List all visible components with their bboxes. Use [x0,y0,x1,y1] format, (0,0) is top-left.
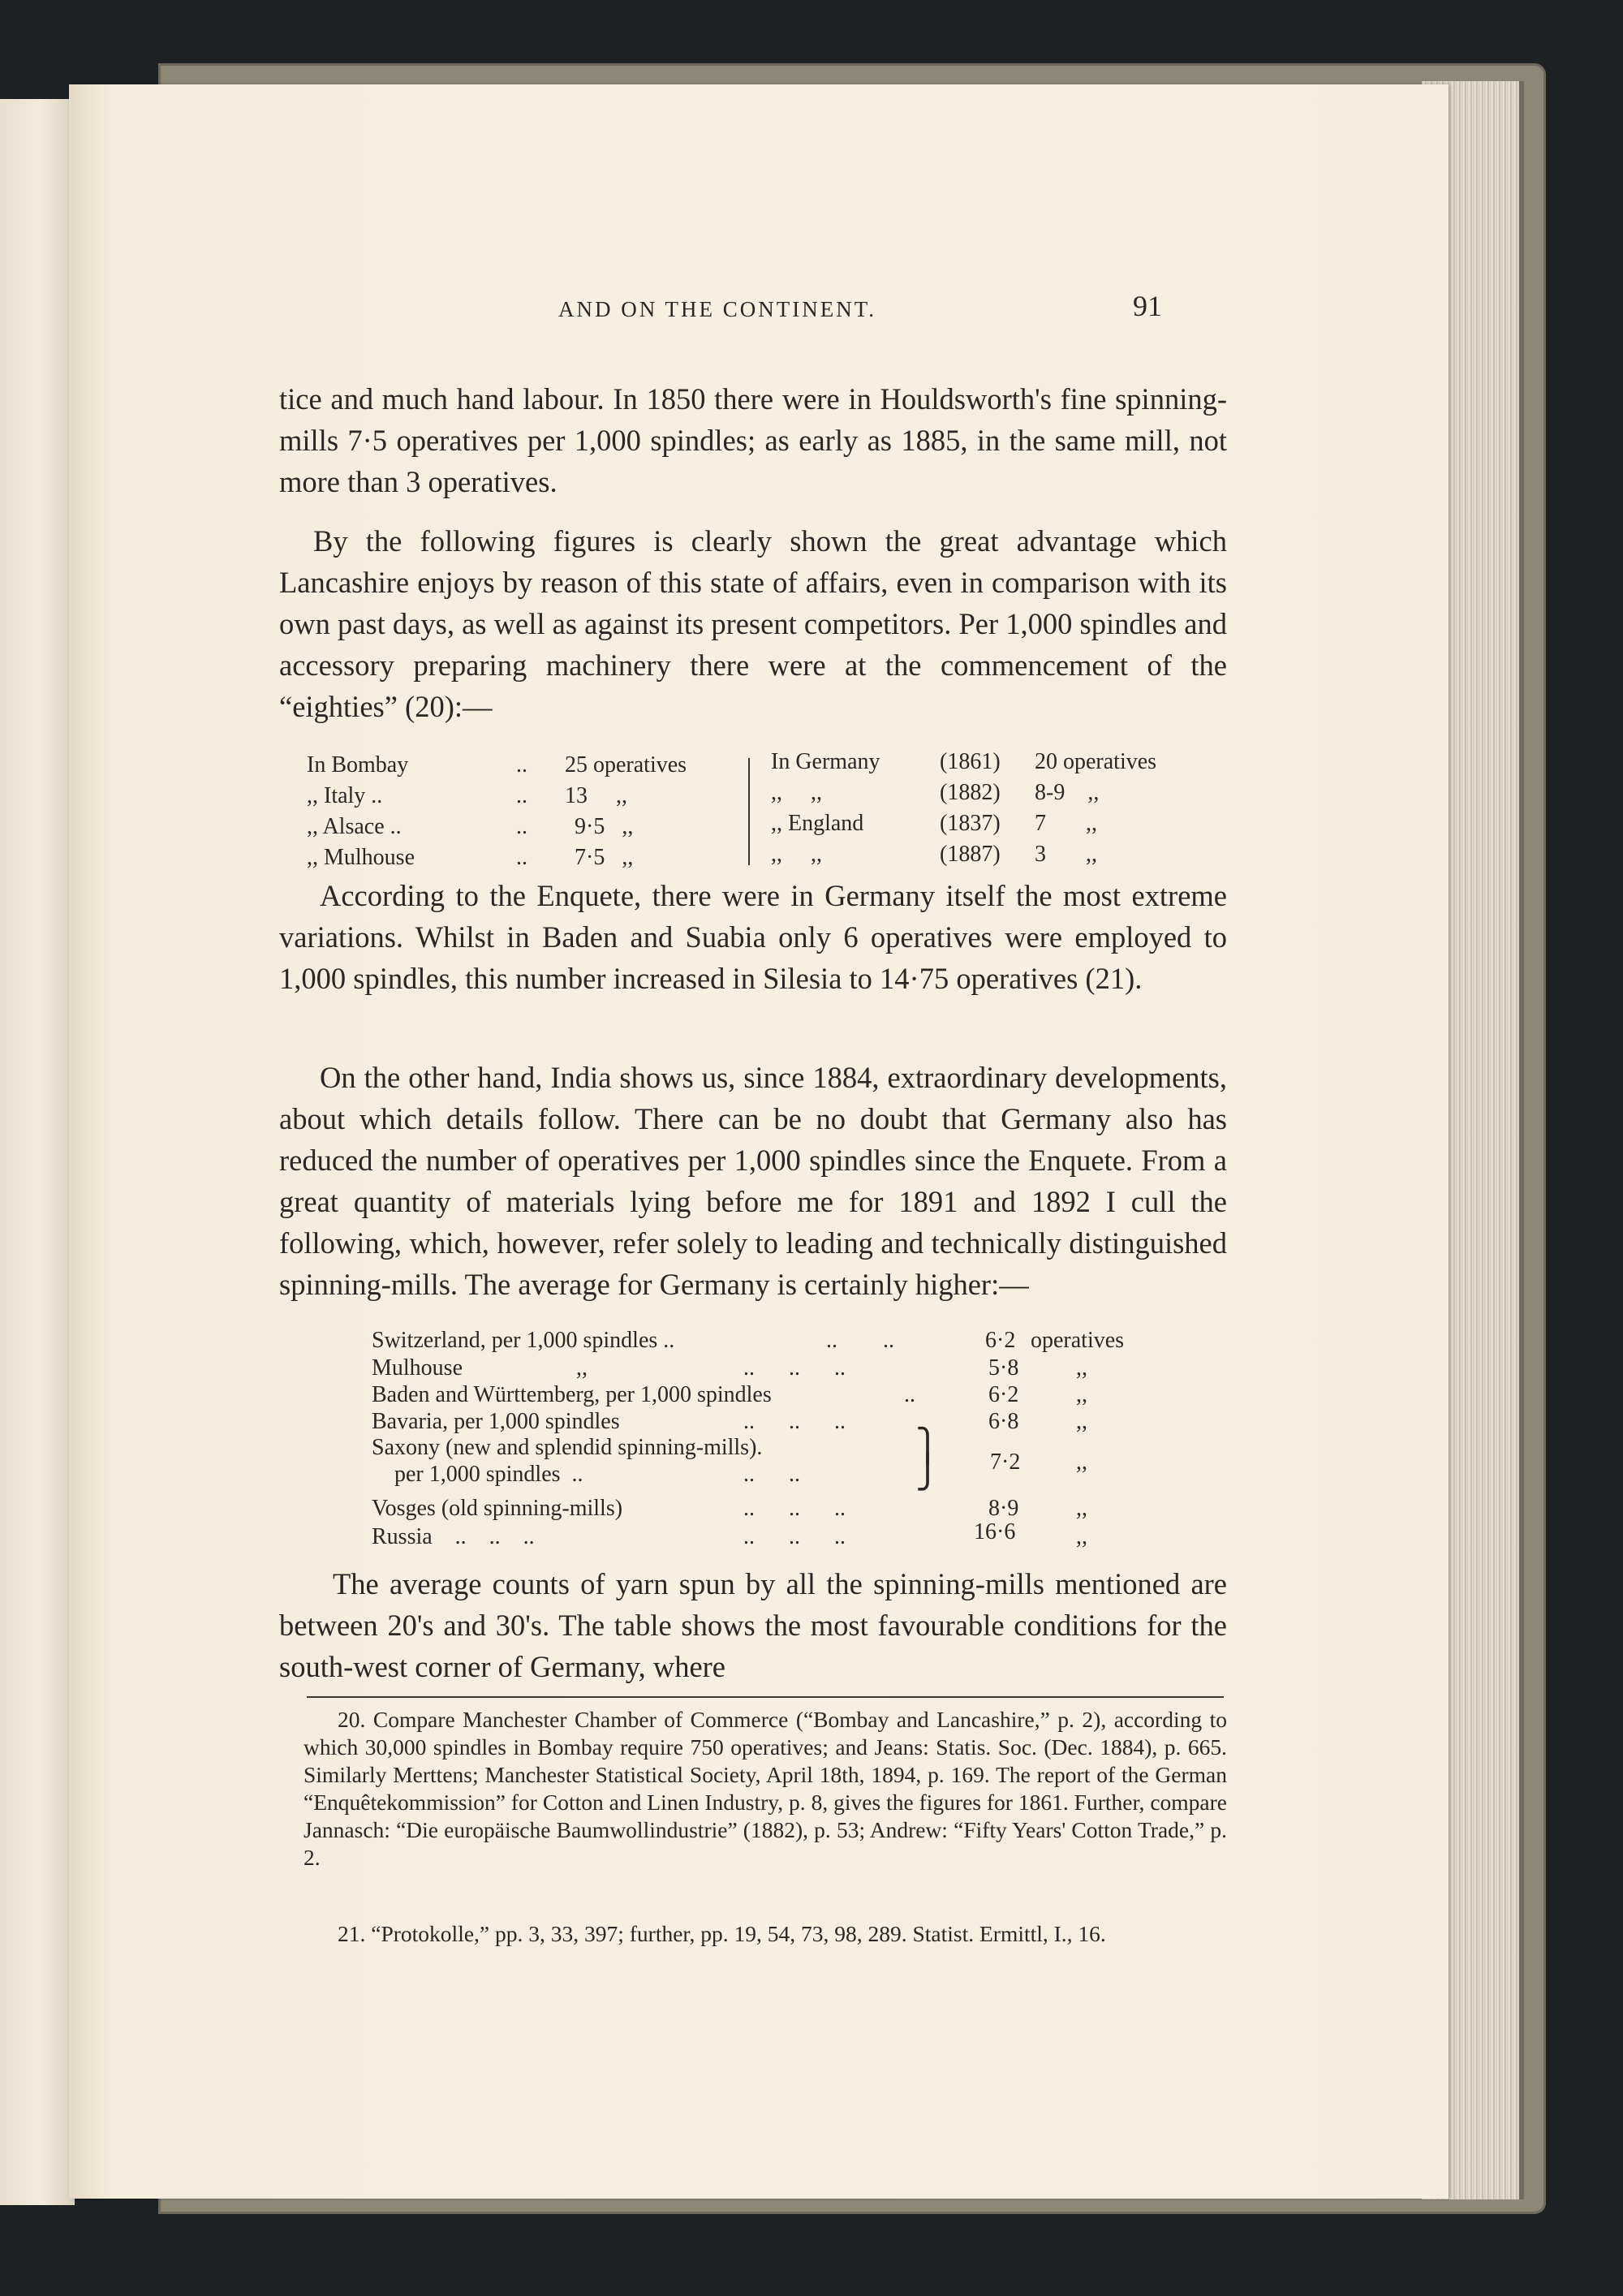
table-row [307,750,687,781]
year-cell: (1861) [940,749,1001,774]
leader-dots: .. .. .. [743,1409,846,1434]
row-unit: ,, [1076,1382,1087,1407]
place-cell: In Bombay [307,752,409,778]
value-cell: 13 ,, [565,783,627,808]
table-row [307,842,634,873]
place-cell: ,, Alsace .. [307,814,402,839]
row-label: Russia .. .. .. [372,1524,535,1549]
row-value: 8·9 [988,1496,1019,1521]
leader-dots: .. [516,752,527,778]
operatives-table-left [307,750,687,873]
table-row [771,747,1157,778]
row-unit: ,, [1076,1409,1087,1434]
value-cell: 7·5 ,, [575,845,634,870]
table-divider [748,758,750,865]
row-label: Saxony (new and splendid spinning-mills). [372,1435,763,1460]
value-cell: 7 ,, [1035,811,1097,836]
leader-dots: .. [904,1382,915,1407]
row-label: Switzerland, per 1,000 spindles .. [372,1328,675,1353]
value-cell: 3 ,, [1035,842,1097,867]
row-unit: ,, [1076,1355,1087,1381]
row-value: 16·6 [974,1519,1016,1544]
place-cell: ,, ,, [771,780,822,805]
row-label: per 1,000 spindles .. [372,1462,583,1487]
brace: ⎫ [915,1428,940,1464]
row-label: Mulhouse ,, [372,1355,588,1381]
paragraph-2: By the following figures is clearly shown the great advantage which Lancashire enjoys by reason of this state of affairs, even in comparison with its own past days, as well as against its present competitors. Per 1,000 spindles and accessory preparing machinery there were at the commencement of the “eighties” (20):— [279,524,1227,723]
page-number: 91 [1133,290,1162,322]
running-head: AND ON THE CONTINENT. [558,297,876,321]
place-cell: ,, ,, [771,842,822,867]
value-cell: 8-9 ,, [1035,780,1100,805]
paragraph-1: tice and much hand labour. In 1850 there were in Houldsworth's fine spinning-mills 7·5 operatives per 1,000 spindles; as early as 1885, in the same mill, not more than 3 operatives. [279,382,1227,498]
row-unit: ,, [1076,1496,1087,1521]
row-label: Baden and Württemberg, per 1,000 spindles [372,1382,772,1407]
leader-dots: .. .. [826,1328,894,1353]
row-unit: operatives [1031,1328,1125,1353]
year-cell: (1837) [940,811,1001,836]
leader-dots: .. .. [743,1462,800,1487]
row-value: 6·2 [988,1382,1019,1407]
paragraph-5: The average counts of yarn spun by all the spinning-mills mentioned are between 20's and 30's. The table shows the most favourable conditions for the south-west corner of Germany, where [279,1567,1227,1683]
place-cell: ,, Italy .. [307,783,383,808]
row-label: Bavaria, per 1,000 spindles [372,1409,620,1434]
leader-dots: .. [516,845,527,870]
place-cell: ,, England [771,811,864,836]
year-cell: (1882) [940,780,1001,805]
footnote-20: 20. Compare Manchester Chamber of Commerce (“Bombay and Lancashire,” p. 2), according to which 30,000 spindles in Bombay require 750 operatives; and Jeans: Statis. Soc. (Dec. 1884), p. 665. Similarly Merttens; Manchester Statistical Society, April 18th, 1894, p. 169. The report of the German “Enquêtekommission” for Cotton and Linen Industry, p. 8, gives the figures for 1861. Further, compare Jannasch: “Die europäische Baumwollindustrie” (1882), p. 53; Andrew: “Fifty Years' Cotton Trade,” p. 2. [304,1707,1227,1870]
place-cell: ,, Mulhouse [307,845,415,870]
brace: ⎭ [915,1454,940,1490]
row-value: 6·8 [988,1409,1019,1434]
paragraph-3: According to the Enquete, there were in Germany itself the most extreme variations. Whilst in Baden and Suabia only 6 operatives were employed to 1,000 spindles, this number increased in Silesia to 14·75 operatives (21). [279,879,1227,995]
row-value: 7·2 [990,1450,1021,1475]
year-cell: (1887) [940,842,1001,867]
table-row [771,808,1097,839]
value-cell: 9·5 ,, [575,814,634,839]
value-cell: 20 operatives [1035,749,1157,774]
footnote-rule [307,1696,1224,1698]
leader-dots: .. [516,814,527,839]
table-row [771,839,1097,870]
value-cell: 25 operatives [565,752,687,778]
leader-dots: .. [516,783,527,808]
table-row [307,812,634,842]
row-value: 5·8 [988,1355,1019,1381]
operatives-table-right [771,747,1157,870]
table-row [307,781,627,812]
row-value: 6·2 [985,1328,1016,1353]
leader-dots: .. .. .. [743,1355,846,1381]
row-unit: ,, [1076,1450,1087,1475]
paragraph-4: On the other hand, India shows us, since 1884, extraordinary developments, about which details follow. There can be no doubt that Germany also has reduced the number of operatives per 1,000 spindles since the Enquete. From a great quantity of materials lying before me for 1891 and 1892 I cull the following, which, however, refer solely to leading and technically distinguished spinning-mills. The average for Germany is certainly higher:— [279,1061,1227,1301]
facing-page-edge [0,99,75,2205]
footnote-21: 21. “Protokolle,” pp. 3, 33, 397; further, pp. 19, 54, 73, 98, 289. Statist. Ermittl, I., 16. [338,1921,1106,1946]
table-row [771,778,1100,808]
row-label: Vosges (old spinning-mills) [372,1496,623,1521]
germany-mills-table [372,1325,1183,1592]
leader-dots: .. .. .. [743,1524,846,1549]
place-cell: In Germany [771,749,880,774]
row-unit: ,, [1076,1524,1087,1549]
leader-dots: .. .. .. [743,1496,846,1521]
